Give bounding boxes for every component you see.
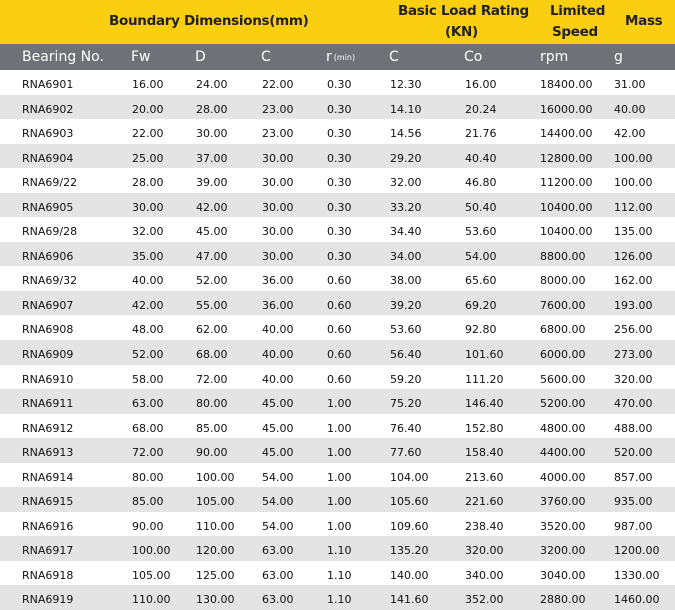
cell-c: 45.00 (262, 397, 294, 411)
cell-c: 30.00 (262, 200, 294, 214)
cell-c: 63.00 (262, 568, 294, 582)
cell-d: 37.00 (196, 151, 228, 165)
cell-d: 39.00 (196, 176, 228, 190)
cell-co: 158.40 (465, 446, 504, 460)
cell-co: 65.60 (465, 274, 497, 288)
table-row (0, 463, 675, 488)
cell-mass-g: 470.00 (614, 397, 653, 411)
cell-c: 45.00 (262, 446, 294, 460)
cell-bearing-no: RNA6912 (22, 421, 74, 435)
table-row (0, 95, 675, 120)
cell-d: 47.00 (196, 249, 228, 263)
cell-d: 120.00 (196, 544, 235, 558)
col-rpm: rpm (540, 49, 569, 65)
cell-rpm: 3520.00 (540, 519, 586, 533)
cell-c-load: 77.60 (390, 446, 422, 460)
table-body (0, 70, 675, 610)
cell-bearing-no: RNA6914 (22, 470, 74, 484)
cell-c-load: 39.20 (390, 298, 422, 312)
cell-fw: 63.00 (132, 397, 164, 411)
cell-mass-g: 320.00 (614, 372, 653, 386)
cell-c: 30.00 (262, 151, 294, 165)
cell-fw: 85.00 (132, 495, 164, 509)
cell-rpm: 5200.00 (540, 397, 586, 411)
table-row (0, 242, 675, 267)
cell-co: 238.40 (465, 519, 504, 533)
cell-fw: 58.00 (132, 372, 164, 386)
cell-r-min: 1.10 (327, 568, 352, 582)
table-row (0, 291, 675, 316)
cell-bearing-no: RNA6901 (22, 78, 74, 91)
cell-rpm: 4400.00 (540, 446, 586, 460)
cell-r-min: 0.30 (327, 102, 352, 116)
cell-rpm: 6800.00 (540, 323, 586, 337)
cell-co: 146.40 (465, 397, 504, 411)
cell-mass-g: 1460.00 (614, 593, 660, 607)
table-row (0, 487, 675, 512)
cell-d: 30.00 (196, 127, 228, 141)
cell-d: 130.00 (196, 593, 235, 607)
cell-co: 101.60 (465, 348, 504, 362)
cell-c: 40.00 (262, 323, 294, 337)
cell-co: 46.80 (465, 176, 497, 190)
cell-co: 20.24 (465, 102, 497, 116)
cell-fw: 25.00 (132, 151, 164, 165)
cell-d: 105.00 (196, 495, 235, 509)
cell-co: 111.20 (465, 372, 504, 386)
cell-rpm: 4000.00 (540, 470, 586, 484)
cell-mass-g: 135.00 (614, 225, 653, 239)
cell-mass-g: 987.00 (614, 519, 653, 533)
cell-d: 42.00 (196, 200, 228, 214)
cell-fw: 68.00 (132, 421, 164, 435)
table-row (0, 561, 675, 586)
cell-rpm: 3200.00 (540, 544, 586, 558)
cell-r-min: 0.60 (327, 348, 352, 362)
col-c: C (261, 49, 271, 65)
cell-fw: 40.00 (132, 274, 164, 288)
cell-c: 23.00 (262, 127, 294, 141)
cell-mass-g: 100.00 (614, 151, 653, 165)
cell-r-min: 0.30 (327, 200, 352, 214)
cell-mass-g: 488.00 (614, 421, 653, 435)
cell-c-load: 59.20 (390, 372, 422, 386)
table-row (0, 315, 675, 340)
table-row (0, 536, 675, 561)
cell-bearing-no: RNA6909 (22, 348, 74, 362)
cell-d: 72.00 (196, 372, 228, 386)
mass-heading: Mass (625, 13, 663, 29)
cell-co: 54.00 (465, 249, 497, 263)
cell-r-min: 0.30 (327, 176, 352, 190)
cell-co: 152.80 (465, 421, 504, 435)
cell-mass-g: 162.00 (614, 274, 653, 288)
cell-bearing-no: RNA6906 (22, 249, 74, 263)
cell-co: 320.00 (465, 544, 504, 558)
cell-r-min: 1.00 (327, 446, 352, 460)
cell-c-load: 53.60 (390, 323, 422, 337)
col-g: g (614, 49, 623, 65)
cell-fw: 16.00 (132, 78, 164, 91)
cell-d: 55.00 (196, 298, 228, 312)
cell-rpm: 7600.00 (540, 298, 586, 312)
cell-d: 68.00 (196, 348, 228, 362)
table-row (0, 585, 675, 610)
table-row (0, 144, 675, 169)
basic-load-rating-unit: (KN) (445, 24, 478, 40)
cell-fw: 80.00 (132, 470, 164, 484)
table-row (0, 365, 675, 390)
cell-d: 62.00 (196, 323, 228, 337)
cell-c: 54.00 (262, 519, 294, 533)
cell-d: 85.00 (196, 421, 228, 435)
cell-d: 28.00 (196, 102, 228, 116)
cell-co: 16.00 (465, 78, 497, 91)
cell-bearing-no: RNA6918 (22, 568, 74, 582)
col-r: r (326, 49, 332, 65)
cell-rpm: 10400.00 (540, 225, 593, 239)
cell-c: 54.00 (262, 470, 294, 484)
cell-c: 23.00 (262, 102, 294, 116)
cell-mass-g: 112.00 (614, 200, 653, 214)
column-header-row (0, 44, 675, 70)
cell-bearing-no: RNA6910 (22, 372, 74, 386)
cell-c: 40.00 (262, 372, 294, 386)
table-row (0, 70, 675, 95)
cell-c-load: 105.60 (390, 495, 429, 509)
cell-mass-g: 126.00 (614, 249, 653, 263)
cell-c-load: 33.20 (390, 200, 422, 214)
cell-fw: 20.00 (132, 102, 164, 116)
cell-bearing-no: RNA69/28 (22, 225, 78, 239)
cell-d: 45.00 (196, 225, 228, 239)
cell-rpm: 3760.00 (540, 495, 586, 509)
cell-fw: 100.00 (132, 544, 171, 558)
cell-fw: 90.00 (132, 519, 164, 533)
cell-bearing-no: RNA6911 (22, 397, 74, 411)
cell-r-min: 0.30 (327, 151, 352, 165)
cell-mass-g: 935.00 (614, 495, 653, 509)
group-header (0, 0, 675, 44)
cell-co: 53.60 (465, 225, 497, 239)
cell-rpm: 14400.00 (540, 127, 593, 141)
cell-mass-g: 520.00 (614, 446, 653, 460)
cell-rpm: 3040.00 (540, 568, 586, 582)
cell-c-load: 104.00 (390, 470, 429, 484)
cell-bearing-no: RNA69/32 (22, 274, 78, 288)
cell-rpm: 8000.00 (540, 274, 586, 288)
cell-mass-g: 1200.00 (614, 544, 660, 558)
cell-co: 50.40 (465, 200, 497, 214)
cell-mass-g: 40.00 (614, 102, 646, 116)
cell-fw: 32.00 (132, 225, 164, 239)
limited-speed-heading-line1: Limited (550, 3, 606, 19)
cell-c: 30.00 (262, 249, 294, 263)
cell-c: 54.00 (262, 495, 294, 509)
cell-mass-g: 273.00 (614, 348, 653, 362)
cell-bearing-no: RNA6903 (22, 127, 74, 141)
cell-fw: 72.00 (132, 446, 164, 460)
cell-co: 21.76 (465, 127, 497, 141)
cell-c: 40.00 (262, 348, 294, 362)
cell-d: 80.00 (196, 397, 228, 411)
cell-bearing-no: RNA6915 (22, 495, 74, 509)
cell-c-load: 34.40 (390, 225, 422, 239)
cell-r-min: 0.30 (327, 78, 352, 91)
cell-c-load: 14.10 (390, 102, 422, 116)
cell-mass-g: 857.00 (614, 470, 653, 484)
cell-fw: 22.00 (132, 127, 164, 141)
cell-rpm: 11200.00 (540, 176, 593, 190)
cell-fw: 35.00 (132, 249, 164, 263)
cell-co: 352.00 (465, 593, 504, 607)
col-r-note: (min) (333, 53, 356, 62)
col-d: D (195, 49, 206, 65)
table-row (0, 217, 675, 242)
cell-rpm: 18400.00 (540, 78, 593, 91)
cell-r-min: 1.00 (327, 495, 352, 509)
cell-c: 36.00 (262, 274, 294, 288)
cell-bearing-no: RNA6905 (22, 200, 74, 214)
cell-mass-g: 256.00 (614, 323, 653, 337)
cell-co: 340.00 (465, 568, 504, 582)
cell-c-load: 29.20 (390, 151, 422, 165)
cell-rpm: 10400.00 (540, 200, 593, 214)
cell-mass-g: 100.00 (614, 176, 653, 190)
table-row (0, 340, 675, 365)
cell-bearing-no: RNA6902 (22, 102, 74, 116)
cell-c: 22.00 (262, 78, 294, 91)
cell-r-min: 1.00 (327, 519, 352, 533)
cell-co: 69.20 (465, 298, 497, 312)
cell-mass-g: 1330.00 (614, 568, 660, 582)
cell-r-min: 1.00 (327, 421, 352, 435)
cell-c-load: 76.40 (390, 421, 422, 435)
table-row (0, 119, 675, 144)
cell-c-load: 56.40 (390, 348, 422, 362)
cell-c-load: 12.30 (390, 78, 422, 91)
cell-co: 92.80 (465, 323, 497, 337)
cell-co: 40.40 (465, 151, 497, 165)
cell-c-load: 75.20 (390, 397, 422, 411)
cell-rpm: 8800.00 (540, 249, 586, 263)
cell-bearing-no: RNA6919 (22, 593, 74, 607)
cell-rpm: 4800.00 (540, 421, 586, 435)
cell-c-load: 135.20 (390, 544, 429, 558)
cell-d: 90.00 (196, 446, 228, 460)
cell-d: 24.00 (196, 78, 228, 91)
cell-c: 63.00 (262, 593, 294, 607)
cell-mass-g: 193.00 (614, 298, 653, 312)
cell-r-min: 0.30 (327, 127, 352, 141)
cell-c-load: 141.60 (390, 593, 429, 607)
table-row (0, 389, 675, 414)
cell-r-min: 1.10 (327, 544, 352, 558)
cell-rpm: 16000.00 (540, 102, 593, 116)
cell-r-min: 1.10 (327, 593, 352, 607)
table-row (0, 168, 675, 193)
table-row (0, 438, 675, 463)
cell-r-min: 0.30 (327, 249, 352, 263)
cell-d: 52.00 (196, 274, 228, 288)
cell-fw: 48.00 (132, 323, 164, 337)
cell-c-load: 109.60 (390, 519, 429, 533)
cell-bearing-no: RNA6907 (22, 298, 74, 312)
table-row (0, 266, 675, 291)
cell-co: 221.60 (465, 495, 504, 509)
cell-r-min: 1.00 (327, 470, 352, 484)
col-bearing-no: Bearing No. (22, 49, 104, 65)
cell-fw: 110.00 (132, 593, 171, 607)
cell-r-min: 1.00 (327, 397, 352, 411)
cell-c-load: 140.00 (390, 568, 429, 582)
cell-rpm: 2880.00 (540, 593, 586, 607)
cell-c-load: 14.56 (390, 127, 422, 141)
cell-d: 125.00 (196, 568, 235, 582)
cell-c: 36.00 (262, 298, 294, 312)
cell-r-min: 0.60 (327, 274, 352, 288)
cell-fw: 28.00 (132, 176, 164, 190)
cell-bearing-no: RNA69/22 (22, 176, 78, 190)
cell-fw: 42.00 (132, 298, 164, 312)
cell-c-load: 32.00 (390, 176, 422, 190)
boundary-dimensions-heading: Boundary Dimensions(mm) (109, 13, 309, 29)
cell-r-min: 0.60 (327, 323, 352, 337)
col-c-load: C (389, 49, 399, 65)
cell-mass-g: 31.00 (614, 78, 646, 91)
cell-fw: 52.00 (132, 348, 164, 362)
cell-r-min: 0.60 (327, 372, 352, 386)
cell-rpm: 12800.00 (540, 151, 593, 165)
cell-bearing-no: RNA6904 (22, 151, 74, 165)
cell-fw: 30.00 (132, 200, 164, 214)
cell-mass-g: 42.00 (614, 127, 646, 141)
table-row (0, 193, 675, 218)
table-row (0, 512, 675, 537)
cell-bearing-no: RNA6913 (22, 446, 74, 460)
cell-r-min: 0.30 (327, 225, 352, 239)
cell-c-load: 38.00 (390, 274, 422, 288)
cell-rpm: 5600.00 (540, 372, 586, 386)
cell-bearing-no: RNA6908 (22, 323, 74, 337)
cell-c: 30.00 (262, 225, 294, 239)
cell-c: 63.00 (262, 544, 294, 558)
cell-d: 110.00 (196, 519, 235, 533)
cell-co: 213.60 (465, 470, 504, 484)
limited-speed-heading-line2: Speed (552, 24, 598, 40)
cell-r-min: 0.60 (327, 298, 352, 312)
cell-d: 100.00 (196, 470, 235, 484)
cell-bearing-no: RNA6916 (22, 519, 74, 533)
cell-c: 30.00 (262, 176, 294, 190)
cell-c-load: 34.00 (390, 249, 422, 263)
col-r-min (326, 48, 355, 67)
table-row (0, 414, 675, 439)
cell-fw: 105.00 (132, 568, 171, 582)
basic-load-rating-heading: Basic Load Rating (398, 3, 529, 19)
cell-bearing-no: RNA6917 (22, 544, 74, 558)
cell-rpm: 6000.00 (540, 348, 586, 362)
col-fw: Fw (131, 49, 151, 65)
col-co: Co (464, 49, 483, 65)
cell-c: 45.00 (262, 421, 294, 435)
